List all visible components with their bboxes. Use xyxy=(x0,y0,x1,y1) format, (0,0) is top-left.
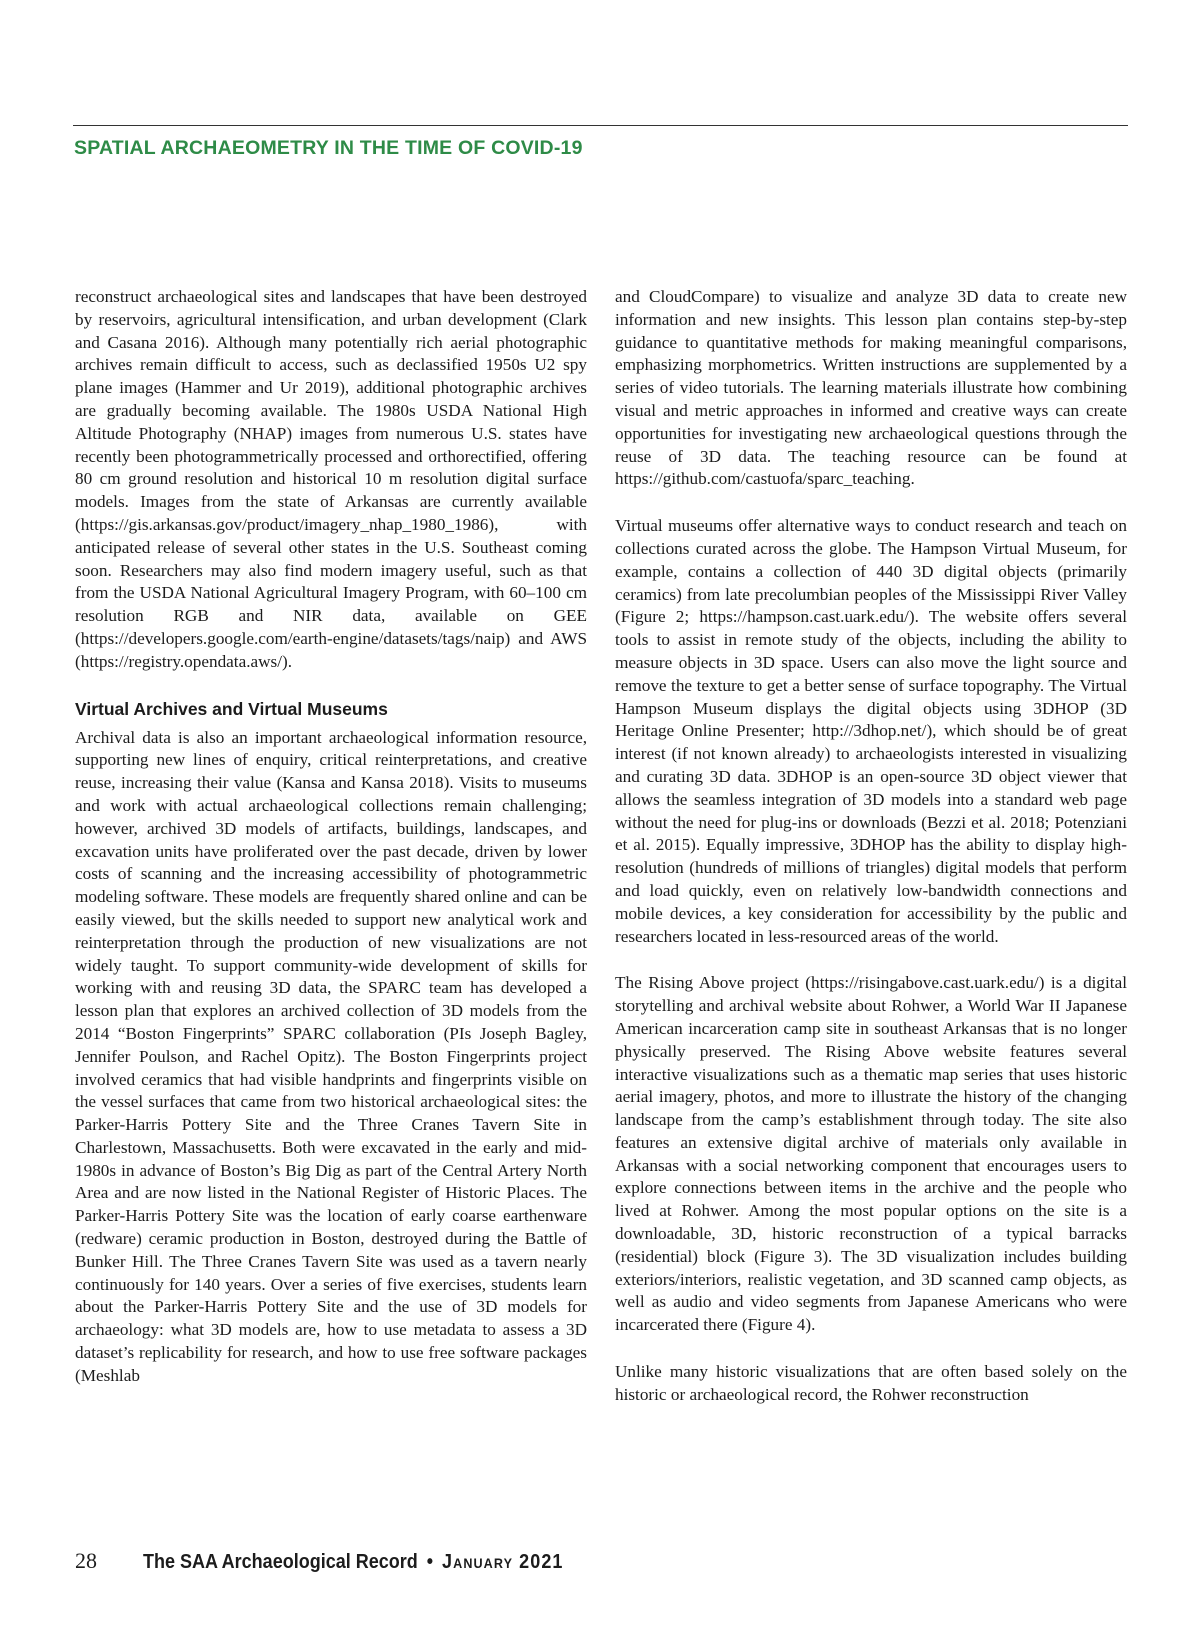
body-paragraph: and CloudCompare) to visualize and analyze 3D data to create new information and new insights. This lesson plan contains step-by-step guidance to quantitative methods for making meaningful comparisons, emphasizing morphometrics. Written instructions are supplemented by a series of video tutorials. The learning materials illustrate how combining visual and metric approaches in informed and creative ways can create opportunities for investigating new archaeological questions through the reuse of 3D data. The teaching resource can be found at https://github.com/castuofa/sparc_teaching. xyxy=(615,287,1127,489)
body-paragraph: Virtual museums offer alternative ways to conduct research and teach on collections curated across the globe. The Hampson Virtual Museum, for example, contains a collection of 440 3D digital objects (primarily ceramics) from late precolumbian peoples of the Mississippi River Valley (Figure 2; https://hampson.cast.uark.edu/). The website offers several tools to assist in remote study of the objects, including the ability to measure objects in 3D space. Users can also move the light source and remove the texture to get a better sense of surface topography. The Virtual Hampson Museum displays the digital objects using 3DHOP (3D Heritage Online Presenter; http://3dhop.net/), which should be of great interest (if not known already) to archaeologists interested in visualizing and curating 3D data. 3DHOP is an open-source 3D object viewer that allows the seamless integration of 3D models into a standard web page without the need for plug-ins or downloads (Bezzi et al. 2018; Potenziani et al. 2015). Equally impressive, 3DHOP has the ability to display high-resolution (hundreds of millions of triangles) digital models that perform and load quickly, even on relatively low-bandwidth connections and mobile devices, a key consideration for accessibility by the public and researchers located in less-resourced areas of the world. xyxy=(615,516,1127,946)
publication-line xyxy=(143,1551,564,1574)
page-number: 28 xyxy=(75,1548,97,1573)
publication-title: The SAA Archaeological Record xyxy=(143,1551,418,1573)
section-heading: Virtual Archives and Virtual Museums xyxy=(75,698,388,719)
header-rule xyxy=(73,125,1128,126)
footer-separator: • xyxy=(426,1551,434,1573)
running-header: SPATIAL ARCHAEOMETRY IN THE TIME OF COVID-19 xyxy=(74,137,583,159)
left-column xyxy=(75,286,587,1412)
body-paragraph: Unlike many historic visualizations that are often based solely on the historic or archaeological record, the Rohwer reconstruction xyxy=(615,1362,1127,1404)
body-paragraph: reconstruct archaeological sites and landscapes that have been destroyed by reservoirs, agricultural intensification, and urban development (Clark and Casana 2016). Although many potentially rich aerial photographic archives remain difficult to access, such as declassified 1950s U2 spy plane images (Hammer and Ur 2019), additional photographic archives are gradually becoming available. The 1980s USDA National High Altitude Photography (NHAP) images from numerous U.S. states have recently been photogrammetrically processed and orthorectified, offering 80 cm ground resolution and historical 10 m resolution digital surface models. Images from the state of Arkansas are currently available (https://gis.arkansas.gov/product/imagery_nhap_1980_1986), with anticipated release of several other states in the U.S. Southeast coming soon. Researchers may also find modern imagery useful, such as that from the USDA National Agricultural Imagery Program, with 60–100 cm resolution RGB and NIR data, available on GEE (https://developers.google.com/earth-engine/datasets/tags/naip) and AWS (https://registry.opendata.aws/). xyxy=(75,287,587,671)
right-column xyxy=(615,286,1127,1431)
body-paragraph: Archival data is also an important archaeological information resource, supporting new lines of enquiry, critical reinterpretations, and creative reuse, increasing their value (Kansa and Kansa 2018). Visits to museums and work with actual archaeological collections remain challenging; however, archived 3D models of artifacts, buildings, landscapes, and excavation units have proliferated over the past decade, driven by lower costs of scanning and the increasing accessibility of photogrammetric modeling software. These models are frequently shared online and can be easily viewed, but the skills needed to support new analytical work and reinterpretation through the production of new visualizations are not widely taught. To support community-wide development of skills for working with and reusing 3D data, the SPARC team has developed a lesson plan that explores an archived collection of 3D models from the 2014 “Boston Fingerprints” SPARC collaboration (PIs Joseph Bagley, Jennifer Poulson, and Rachel Opitz). The Boston Fingerprints project involved ceramics that had visible handprints and fingerprints visible on the vessel surfaces that came from two historical archaeological sites: the Parker-Harris Pottery Site and the Three Cranes Tavern Site in Charlestown, Massachusetts. Both were excavated in the early and mid-1980s in advance of Boston’s Big Dig as part of the Central Artery North Area and are now listed in the National Register of Historic Places. The Parker-Harris Pottery Site was the location of early coarse earthenware (redware) ceramic production in Boston, destroyed during the Battle of Bunker Hill. The Three Cranes Tavern Site was used as a tavern nearly continuously for 140 years. Over a series of five exercises, students learn about the Parker-Harris Pottery Site and the use of 3D models for archaeology: what 3D models are, how to use metadata to assess a 3D dataset’s replicability for research, and how to use free software packages (Meshlab xyxy=(75,727,587,1385)
issue-date: January 2021 xyxy=(442,1551,564,1573)
body-paragraph: The Rising Above project (https://risingabove.cast.uark.edu/) is a digital storytelling and archival website about Rohwer, a World War II Japanese American incarceration camp site in southeast Arkansas that is no longer physically preserved. The Rising Above website features several interactive visualizations such as a thematic map series that uses historic aerial imagery, photos, and more to illustrate the history of the changing landscape from the camp’s establishment through today. The site also features an extensive digital archive of materials only available in Arkansas with a social networking component that encourages users to explore connections between items in the archive and the people who lived at Rohwer. Among the most popular options on the site is a downloadable, 3D, historic reconstruction of a typical barracks (residential) block (Figure 3). The 3D visualization includes building exteriors/interiors, realistic vegetation, and 3D scanned camp objects, as well as audio and video segments from Japanese Americans who were incarcerated there (Figure 4). xyxy=(615,973,1127,1335)
page-footer xyxy=(75,1548,610,1578)
